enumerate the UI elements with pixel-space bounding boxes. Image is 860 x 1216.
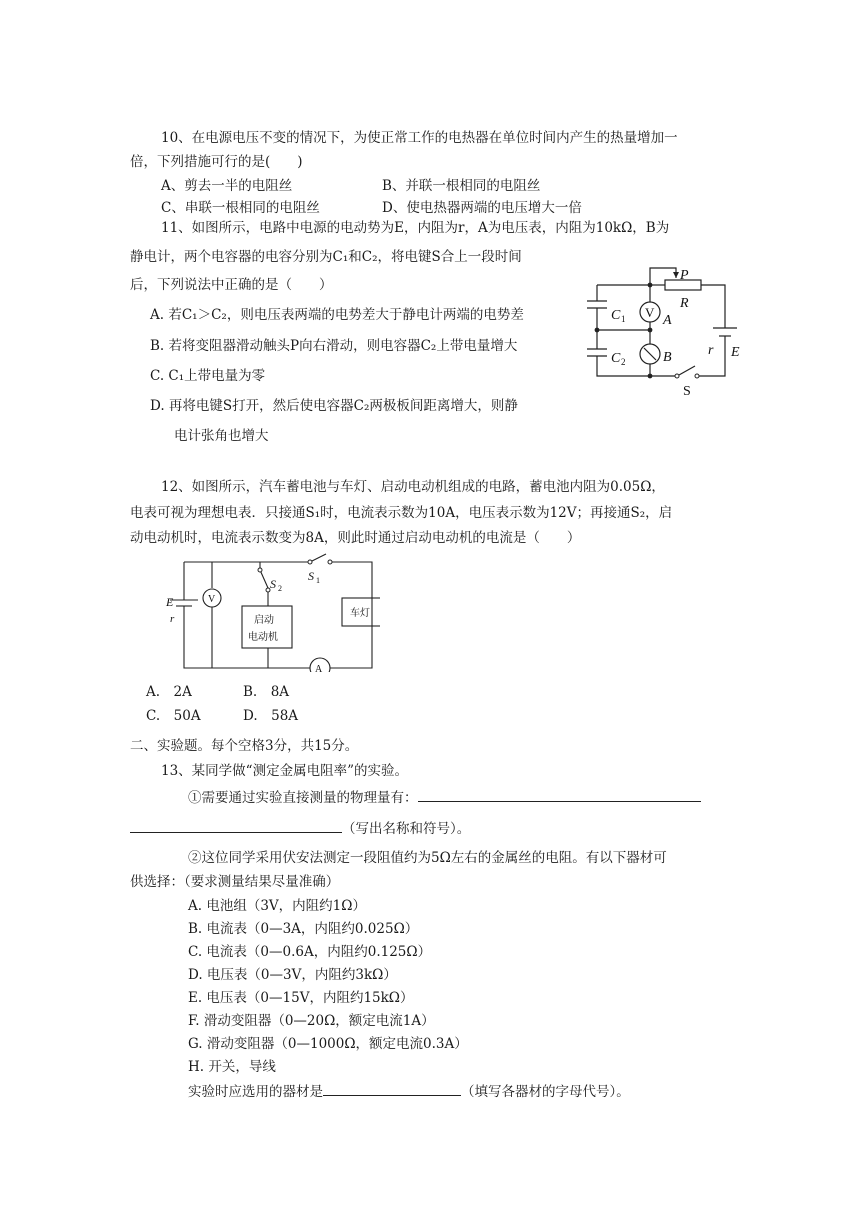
q13-item-d: D. 电压表（0—3V，内阻约3kΩ） bbox=[188, 967, 397, 983]
switch-s2-lever bbox=[260, 570, 268, 588]
label-s: S bbox=[683, 384, 691, 399]
svg-text:2: 2 bbox=[278, 584, 282, 593]
q13-part2-line1: ②这位同学采用伏安法测定一段阻值约为5Ω左右的金属丝的电阻。有以下器材可 bbox=[188, 850, 667, 866]
label-lamp: 车灯 bbox=[350, 608, 370, 619]
q10-option-c: C、串联一根相同的电阻丝 bbox=[161, 200, 320, 216]
label-motor-line1: 启动 bbox=[254, 615, 274, 626]
q13-choose-tail: （填写各器材的字母代号）。 bbox=[461, 1084, 630, 1100]
slider-p-arrow bbox=[673, 272, 679, 278]
q13-item-e: E. 电压表（0—15V，内阻约15kΩ） bbox=[188, 990, 414, 1006]
q11-option-d-line1: D. 再将电键S打开，然后使电容器C₂两极板间距离增大，则静 bbox=[150, 398, 518, 414]
label-r: r bbox=[170, 613, 175, 625]
q13-part1-blank[interactable] bbox=[418, 787, 701, 802]
q13-part1-tail: （写出名称和符号）。 bbox=[342, 821, 471, 837]
label-s2: S bbox=[270, 577, 276, 591]
q10-option-a: A、剪去一半的电阻丝 bbox=[161, 178, 293, 194]
q13-choose-line bbox=[188, 1081, 630, 1101]
label-c2: C bbox=[611, 351, 621, 366]
q12-stem-line2: 电表可视为理想电表．只接通S₁时，电流表示数为10A，电压表示数为12V；再接通S₂，启 bbox=[130, 505, 673, 521]
q10-option-d: D、使电热器两端的电压增大一倍 bbox=[382, 200, 582, 216]
svg-text:2: 2 bbox=[621, 357, 626, 367]
svg-text:1: 1 bbox=[316, 576, 320, 585]
q13-part1-text: ①需要通过实验直接测量的物理量有： bbox=[188, 790, 418, 806]
label-p: P bbox=[680, 268, 689, 283]
section-2-heading: 二、实验题。每个空格3分，共15分。 bbox=[130, 738, 359, 754]
q10-stem-line1: 10、在电源电压不变的情况下，为使正常工作的电热器在单位时间内产生的热量增加一 bbox=[161, 130, 678, 146]
switch-s1-lever bbox=[310, 554, 326, 562]
q11-option-a: A. 若C₁＞C₂，则电压表两端的电势差大于静电计两端的电势差 bbox=[150, 307, 524, 323]
q10-option-b: B、并联一根相同的电阻丝 bbox=[382, 178, 541, 194]
q11-stem-line1: 11、如图所示，电路中电源的电动势为E，内阻为r，A为电压表，内阻为10kΩ，B为 bbox=[161, 220, 670, 236]
switch-s-lever bbox=[679, 366, 695, 375]
q11-option-b: B. 若将变阻器滑动触头P向右滑动，则电容器C₂上带电量增大 bbox=[150, 338, 518, 354]
q12-stem-line3: 动电动机时，电流表示数变为8A，则此时通过启动电动机的电流是（ ） bbox=[130, 530, 581, 546]
q13-item-b: B. 电流表（0—3A，内阻约0.025Ω） bbox=[188, 921, 419, 937]
q13-intro: 13、某同学做“测定金属电阻率”的实验。 bbox=[161, 763, 408, 779]
label-s1: S bbox=[308, 569, 314, 583]
label-a: A bbox=[315, 664, 323, 672]
q12-option-b: B. 8A bbox=[243, 684, 290, 700]
q13-item-g: G. 滑动变阻器（0—1000Ω，额定电流0.3A） bbox=[188, 1036, 468, 1052]
label-c1: C bbox=[611, 308, 621, 323]
label-r-internal: r bbox=[708, 343, 714, 358]
q11-option-c: C. C₁上带电量为零 bbox=[150, 368, 266, 384]
q12-option-d: D. 58A bbox=[243, 708, 299, 724]
label-v: V bbox=[208, 594, 216, 605]
label-r: R bbox=[680, 296, 689, 311]
label-b: B bbox=[663, 350, 672, 365]
label-e: E bbox=[731, 345, 740, 360]
q11-circuit-diagram bbox=[585, 258, 755, 400]
label-e: E bbox=[166, 595, 174, 609]
q13-part1-continued bbox=[130, 818, 470, 838]
q13-part1 bbox=[188, 787, 701, 807]
q12-option-a: A. 2A bbox=[146, 684, 192, 700]
q11-stem-line2: 静电计，两个电容器的电容分别为C₁和C₂，将电键S合上一段时间 bbox=[130, 249, 522, 265]
label-motor-line2: 电动机 bbox=[248, 632, 278, 643]
label-a: A bbox=[663, 313, 672, 328]
q13-part1-blank-2[interactable] bbox=[130, 818, 342, 833]
q13-part2-line2: 供选择：（要求测量结果尽量准确） bbox=[130, 874, 340, 890]
q13-item-c: C. 电流表（0—0.6A，内阻约0.125Ω） bbox=[188, 944, 432, 960]
q11-option-d-line2: 电计张角也增大 bbox=[174, 428, 269, 444]
q13-item-f: F. 滑动变阻器（0—20Ω，额定电流1A） bbox=[188, 1013, 435, 1029]
q11-stem-line3: 后，下列说法中正确的是（ ） bbox=[130, 277, 333, 293]
q10-stem-line2: 倍，下列措施可行的是( ) bbox=[130, 154, 303, 170]
svg-text:1: 1 bbox=[621, 314, 626, 324]
q12-stem-line1: 12、如图所示，汽车蓄电池与车灯、启动电动机组成的电路，蓄电池内阻为0.05Ω， bbox=[161, 479, 665, 495]
q13-item-a: A. 电池组（3V，内阻约1Ω） bbox=[188, 898, 366, 914]
q13-choose-blank[interactable] bbox=[323, 1081, 461, 1096]
q13-choose-text: 实验时应选用的器材是 bbox=[188, 1084, 323, 1100]
q13-item-h: H. 开关，导线 bbox=[188, 1059, 276, 1075]
q12-circuit-diagram bbox=[160, 548, 380, 672]
label-v: V bbox=[645, 305, 655, 320]
q12-option-c: C. 50A bbox=[146, 708, 201, 724]
